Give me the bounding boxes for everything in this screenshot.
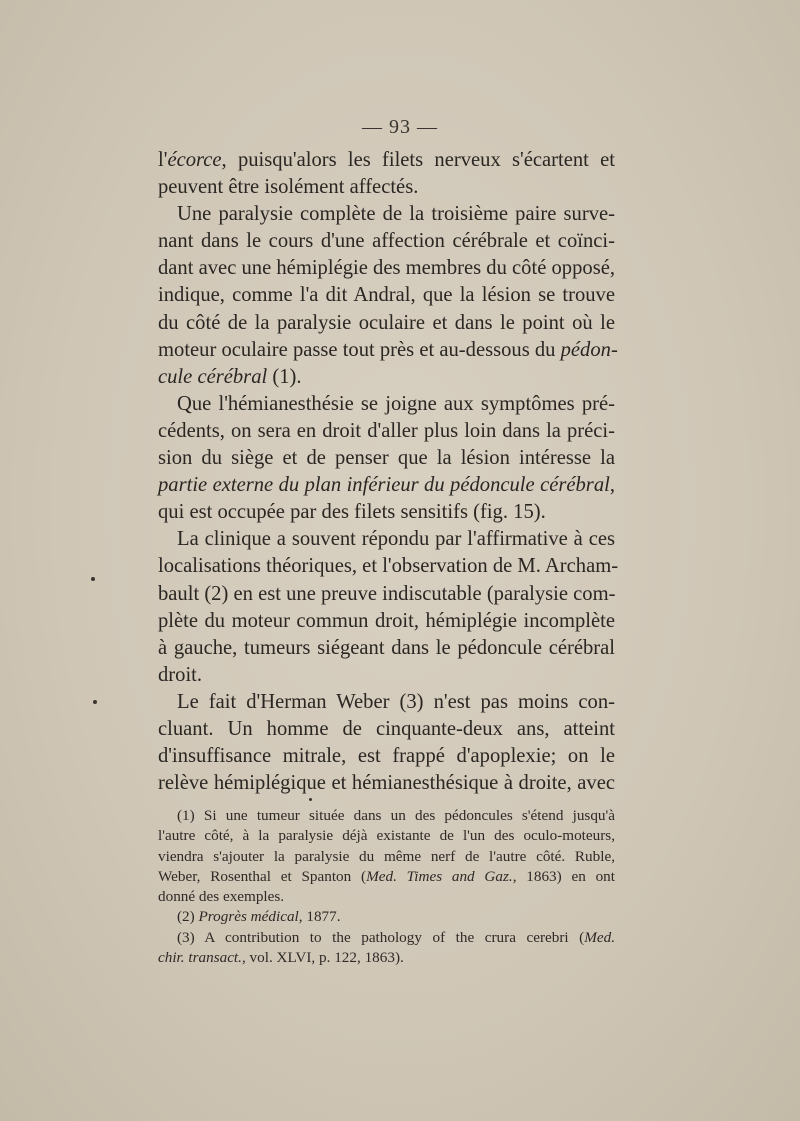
text-run: La clinique a souvent répondu par l'affirmative à ces (177, 528, 615, 551)
text-line (158, 418, 615, 445)
footnote-line (158, 867, 615, 887)
text-run: cule cérébral (158, 365, 268, 388)
text-run: plète du moteur commun droit, hémiplégie incomplète (158, 609, 615, 632)
text-run: droit. (158, 663, 203, 686)
text-line (158, 445, 615, 472)
text-run: moteur oculaire passe tout près et au-dessous du (158, 338, 561, 361)
text-run: partie externe du plan inférieur du pédoncule cérébral (158, 474, 610, 497)
footnote-line (158, 948, 615, 968)
footnote-line (158, 847, 615, 867)
footnote-line (158, 806, 615, 826)
text-run: viendra s'ajouter la paralysie du même nerf de l'autre côté. Ruble, (158, 847, 615, 865)
footnote-line (158, 928, 615, 948)
text-run: écorce (167, 149, 222, 171)
text-run: Une paralysie complète de la troisième paire surve- (177, 203, 615, 226)
text-run: l'autre côté, à la paralysie déjà existante de l'un des oculo-moteurs, (158, 827, 615, 845)
text-run: bault (2) en est une preuve indiscutable (paralysie com- (158, 582, 616, 605)
footnote-line (158, 907, 615, 927)
text-run: Med. (584, 928, 615, 946)
paper-speck (309, 798, 312, 801)
text-run: pédon- (560, 338, 618, 361)
text-run: Le fait d'Herman Weber (3) n'est pas moins con- (177, 690, 615, 713)
text-line (158, 770, 615, 797)
text-line (158, 255, 615, 282)
footnotes (158, 806, 615, 968)
text-line (158, 662, 615, 689)
text-run: Que l'hémianesthésie se joigne aux symptômes pré- (177, 392, 615, 415)
text-run: (1). (267, 365, 302, 388)
text-line (158, 147, 615, 174)
text-line (158, 282, 615, 309)
text-line (158, 201, 615, 228)
text-line (158, 472, 615, 499)
text-line (158, 526, 615, 553)
text-run: (1) Si une tumeur située dans un des pédoncules s'étend jusqu'à (177, 807, 615, 824)
footnote-line (158, 887, 615, 907)
text-line (158, 174, 615, 201)
text-line (158, 608, 615, 635)
text-run: cluant. Un homme de cinquante-deux ans, atteint (158, 717, 615, 740)
text-line (158, 553, 619, 580)
paragraph (158, 201, 618, 391)
footnote (158, 806, 615, 907)
text-line (158, 391, 615, 418)
text-run: , 1863) en ont (512, 867, 615, 885)
text-run: Progrès médical (198, 908, 299, 926)
text-run: donné des exemples. (158, 888, 285, 906)
text-line (158, 635, 615, 662)
text-line (158, 364, 615, 391)
paper-speck (91, 577, 95, 581)
text-run: indique, comme l'a dit Andral, que la lésion se trouve (158, 284, 615, 307)
footnote-line (158, 826, 615, 846)
text-line (158, 337, 618, 364)
text-run: cédents, on sera en droit d'aller plus loin dans la préci- (158, 419, 615, 442)
paragraph (158, 391, 615, 526)
text-run: (2) (177, 908, 199, 926)
text-line (158, 228, 615, 255)
text-line (158, 499, 615, 526)
text-run: à gauche, tumeurs siégeant dans le pédoncule cérébral (158, 636, 615, 659)
text-run: relève hémiplégique et hémianesthésique à droite, avec (158, 772, 615, 795)
paragraph (158, 526, 619, 689)
footnote (158, 928, 615, 969)
text-run: (3) A contribution to the pathology of the crura cerebri ( (177, 928, 585, 946)
body-text (158, 147, 619, 797)
text-run: dant avec une hémiplégie des membres du côté opposé, (158, 257, 615, 280)
text-run: , 1877. (298, 908, 341, 926)
text-run: qui est occupée par des filets sensitifs (fig. 15). (158, 501, 546, 524)
text-run: nant dans le cours d'une affection cérébrale et coïnci- (158, 230, 615, 253)
text-line (158, 743, 615, 770)
text-run: Med. Times and Gaz. (366, 867, 513, 885)
text-run: , puisqu'alors les filets nerveux s'écartent et (221, 149, 615, 171)
text-run: l' (158, 149, 168, 171)
paper-speck (93, 700, 97, 704)
page-number: — 93 — (362, 116, 438, 138)
footnote (158, 907, 615, 927)
text-line (158, 689, 615, 716)
text-run: Weber, Rosenthal et Spanton ( (158, 867, 367, 885)
text-line (158, 716, 615, 743)
text-run: localisations théoriques, et l'observation de M. Archam- (158, 555, 619, 578)
text-run: , vol. XLVI, p. 122, 1863). (241, 949, 404, 967)
paragraph (158, 689, 615, 797)
text-run: chir. transact. (158, 949, 242, 967)
text-line (158, 310, 615, 337)
text-run: sion du siège et de penser que la lésion intéresse la (158, 447, 615, 470)
text-run: , (609, 474, 615, 497)
text-run: d'insuffisance mitrale, est frappé d'apoplexie; on le (158, 745, 615, 768)
text-run: du côté de la paralysie oculaire et dans le point où le (158, 311, 615, 334)
text-run: peuvent être isolément affectés. (158, 176, 419, 199)
text-line (158, 581, 615, 608)
paragraph (158, 147, 615, 201)
